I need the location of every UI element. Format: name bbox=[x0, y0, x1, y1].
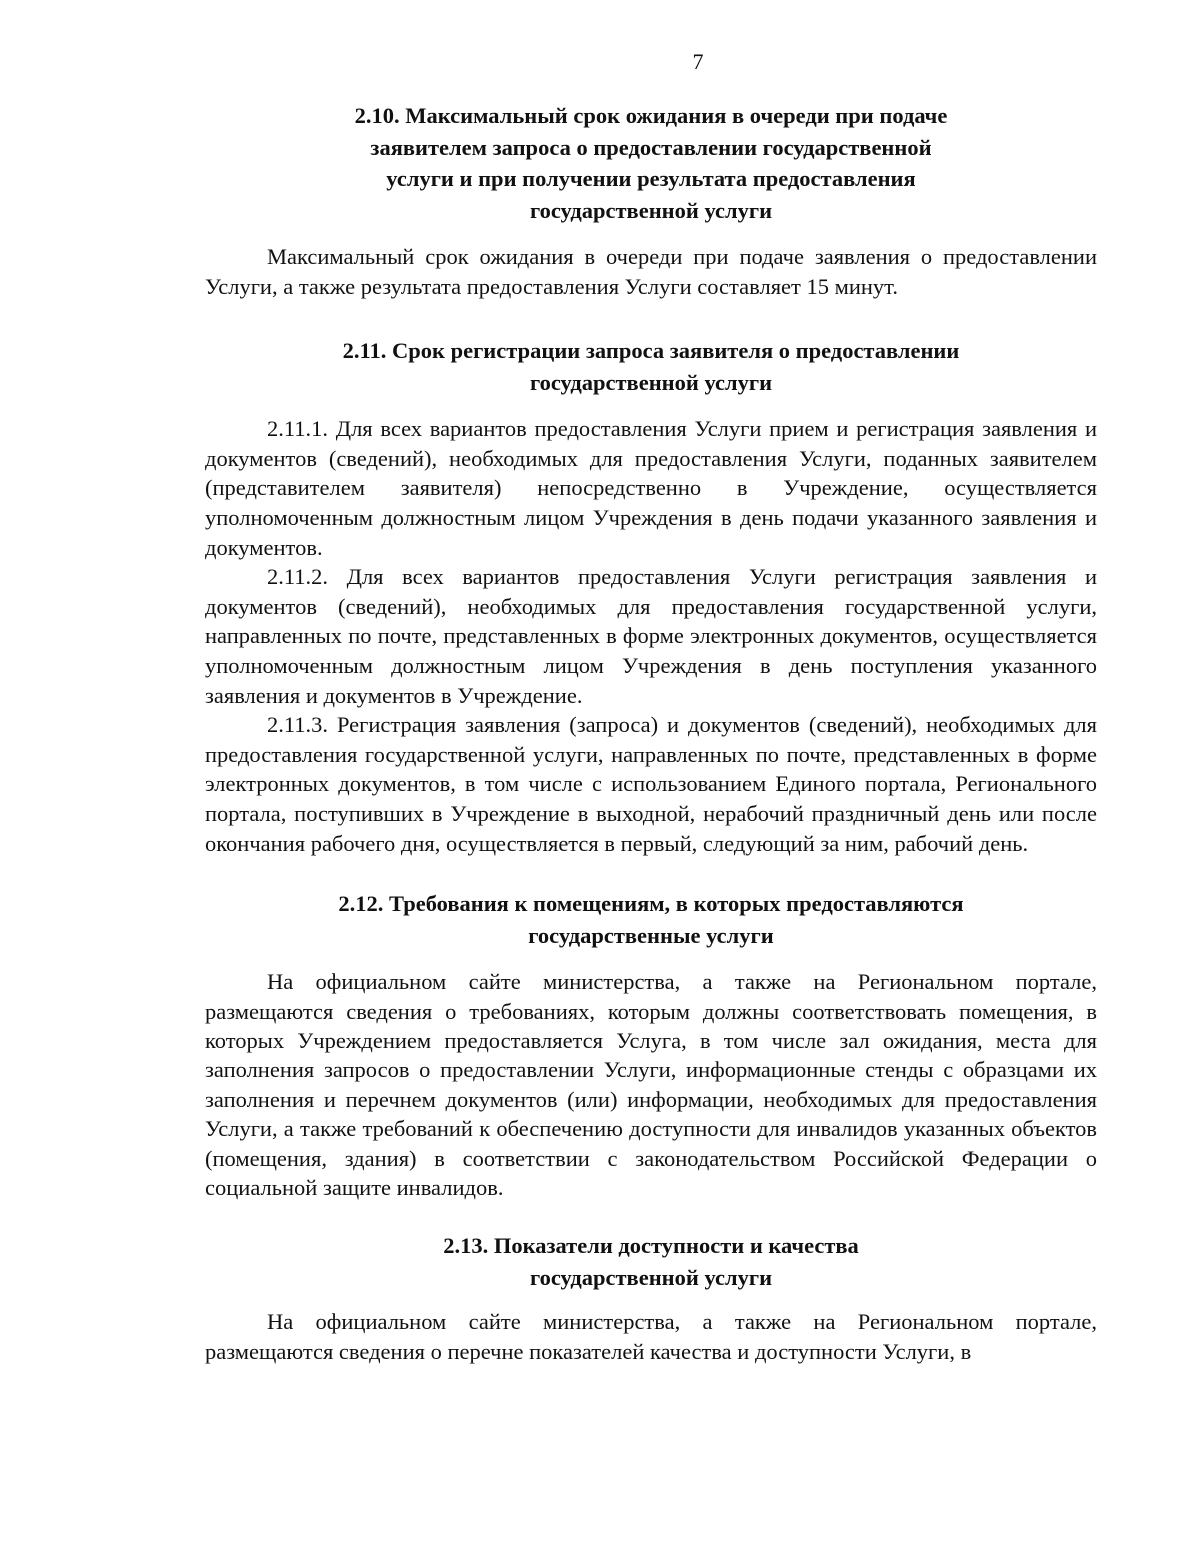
paragraph-2-10: Максимальный срок ожидания в очереди при подаче заявления о предоставлении Услуги, а также результата предоставления Услуги составляет 15 минут. bbox=[205, 244, 1097, 299]
paragraph-2-13: На официальном сайте министерства, а также на Региональном портале, размещаются сведения о перечне показателей качества и доступности Услуги, в bbox=[205, 1309, 1097, 1364]
paragraph-2-11-2: 2.11.2. Для всех вариантов предоставления Услуги регистрация заявления и документов (сведений), необходимых для предоставления государственной услуги, направленных по почте, представленных в форме электронных документов, осуществляется уполномоченным должностным лицом Учреждения в день поступления указанного заявления и документов в Учреждение. bbox=[205, 564, 1097, 708]
heading-line: 2.10. Максимальный срок ожидания в очереди при подаче bbox=[354, 103, 948, 128]
paragraph-2-12: На официальном сайте министерства, а также на Региональном портале, размещаются сведения о требованиях, которым должны соответствовать помещения, в которых Учреждением предоставляется Услуга, в том числе зал ожидания, места для заполнения запросов о предоставлении Услуги, информационные стенды с образцами их заполнения и перечнем документов (или) информации, необходимых для предоставления Услуги, а также требований к обеспечению доступности для инвалидов указанных объектов (помещения, здания) в соответствии с законодательством Российской Федерации о социальной защите инвалидов. bbox=[205, 969, 1097, 1200]
paragraph-2-11-3: 2.11.3. Регистрация заявления (запроса) и документов (сведений), необходимых для предоставления государственной услуги, направленных по почте, представленных в форме электронных документов, в том числе с использованием Единого портала, Регионального портала, поступивших в Учреждение в выходной, нерабочий праздничный день или после окончания рабочего дня, осуществляется в первый, следующий за ним, рабочий день. bbox=[205, 712, 1097, 856]
heading-line: государственные услуги bbox=[528, 922, 774, 948]
section-heading-2-12 bbox=[205, 888, 1097, 951]
heading-line: государственной услуги bbox=[529, 197, 773, 223]
document-body bbox=[205, 100, 1097, 1367]
heading-line: государственной услуги bbox=[529, 1264, 773, 1290]
heading-line: 2.13. Показатели доступности и качества bbox=[443, 1233, 859, 1259]
heading-line: заявителем запроса о предоставлении государственной bbox=[370, 134, 932, 160]
heading-line: 2.12. Требования к помещениям, в которых предоставляются bbox=[338, 891, 964, 917]
heading-line: государственной услуги bbox=[529, 369, 773, 395]
heading-line: 2.11. Срок регистрации запроса заявителя о предоставлении bbox=[342, 338, 960, 364]
paragraph-2-11-1: 2.11.1. Для всех вариантов предоставления Услуги прием и регистрация заявления и документов (сведений), необходимых для предоставления Услуги, поданных заявителем (представителем заявителя) непосредственно в Учреждение, осуществляется уполномоченным должностным лицом Учреждения в день подачи указанного заявления и документов. bbox=[205, 416, 1097, 560]
section-heading-2-10 bbox=[205, 100, 1097, 226]
heading-line: услуги и при получении результата предоставления bbox=[386, 166, 916, 191]
section-heading-2-11 bbox=[205, 335, 1097, 398]
section-heading-2-13 bbox=[205, 1230, 1097, 1293]
page-number: 7 bbox=[692, 49, 704, 74]
